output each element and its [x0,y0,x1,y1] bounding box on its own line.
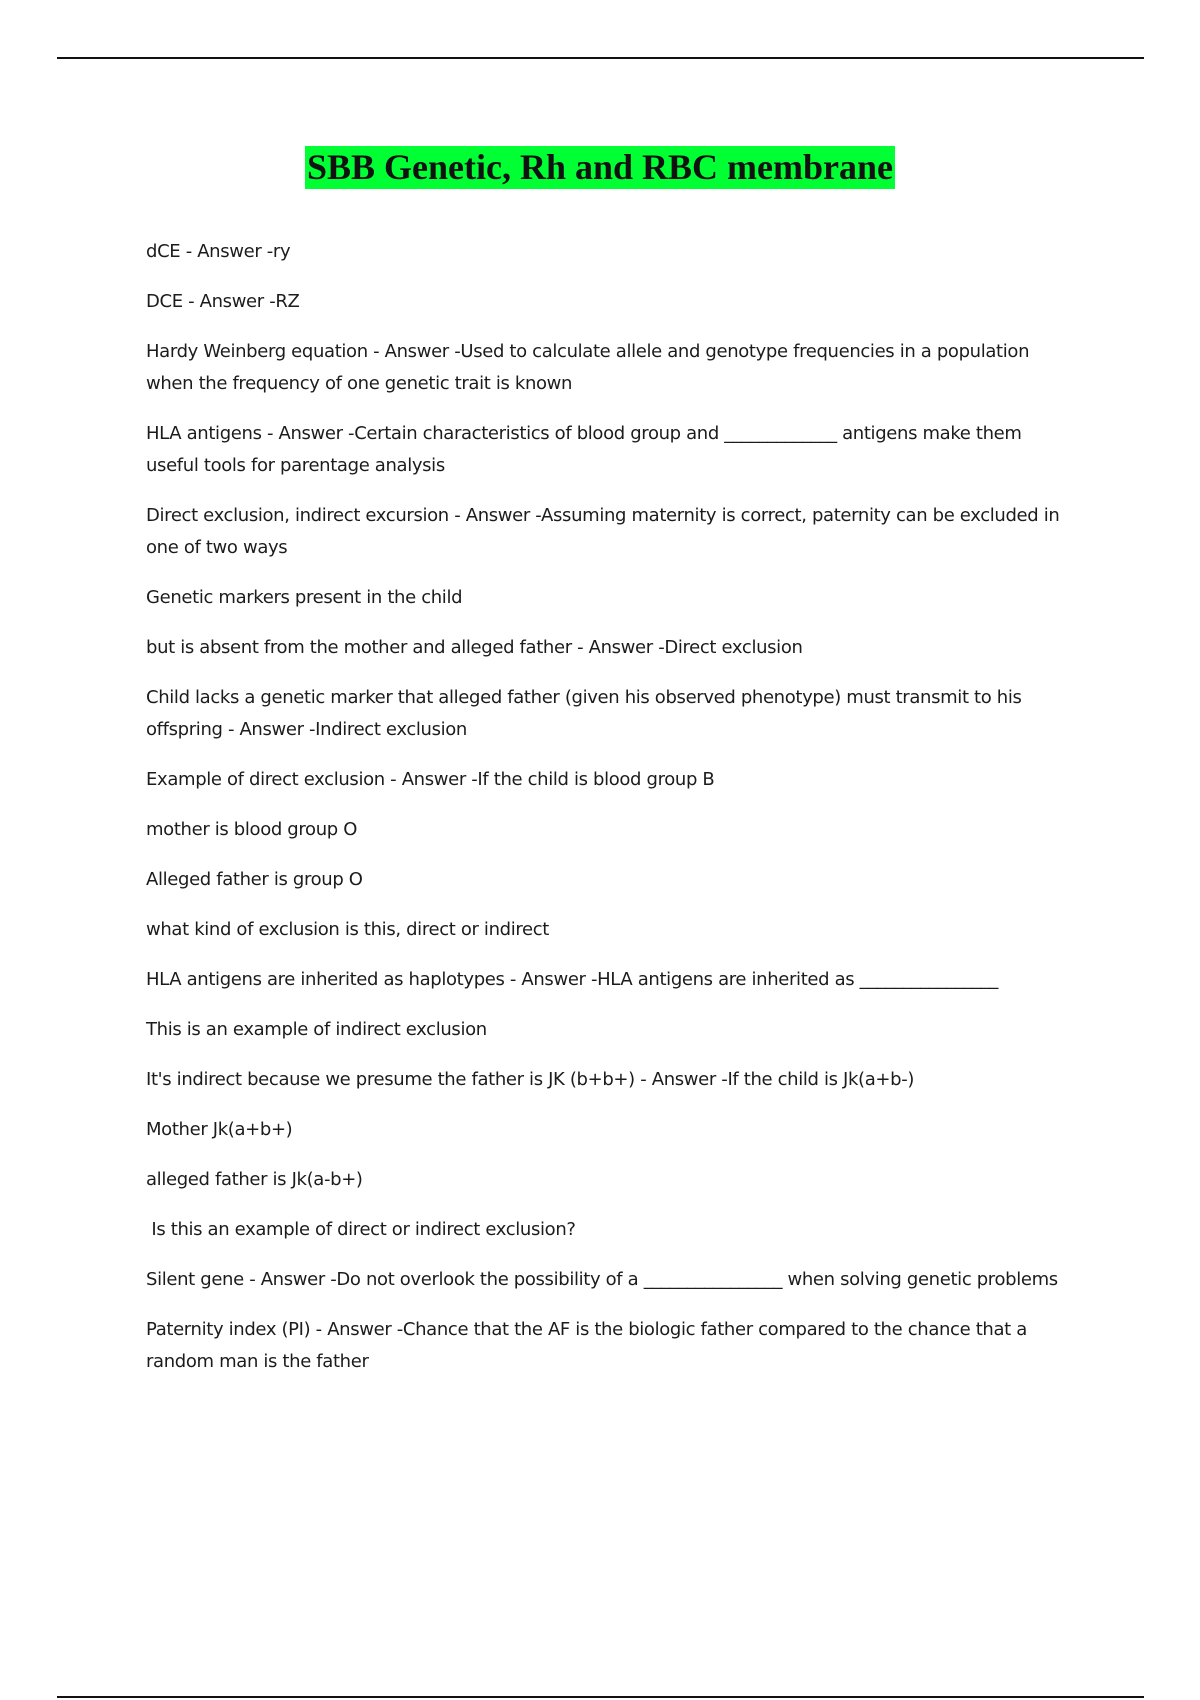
paragraph-child-lacks: Child lacks a genetic marker that alleged father (given his observed phenotype) must transmit to his offspring - Answer -Indirect exclusion [146,687,1027,740]
paragraph-paternity-index: Paternity index (PI) - Answer -Chance that the AF is the biologic father compared to the chance that a random man is the father [146,1319,1033,1372]
paragraph-question: Is this an example of direct or indirect exclusion? [146,1219,576,1240]
document-title: SBB Genetic, Rh and RBC membrane [306,147,894,187]
paragraph-silent-gene: Silent gene - Answer -Do not overlook the possibility of a ________________ when solving genetic problems [146,1269,1058,1290]
paragraph-father-jk: alleged father is Jk(a-b+) [146,1169,363,1190]
bottom-rule [57,1696,1144,1698]
paragraph-genetic-markers: Genetic markers present in the child [146,587,463,608]
paragraph-mother-jk: Mother Jk(a+b+) [146,1119,293,1140]
document-body [146,236,1076,1396]
paragraph-hla-antigens: HLA antigens - Answer -Certain characteristics of blood group and _____________ antigens make them useful tools for parentage analysis [146,423,1027,476]
paragraph-dce: dCE - Answer -ry [146,241,291,262]
paragraph-indirect-example: This is an example of indirect exclusion [146,1019,487,1040]
paragraph-hla-haplotypes: HLA antigens are inherited as haplotypes - Answer -HLA antigens are inherited as ________________ [146,969,999,990]
top-rule [57,57,1144,59]
paragraph-direct-indirect: Direct exclusion, indirect excursion - Answer -Assuming maternity is correct, paternity can be excluded in one of two ways [146,505,1065,558]
paragraph-father-o: Alleged father is group O [146,869,363,890]
paragraph-dce-rz: DCE - Answer -RZ [146,291,300,312]
paragraph-hardy-weinberg: Hardy Weinberg equation - Answer -Used to calculate allele and genotype frequencies in a population when the frequency of one genetic trait is known [146,341,1035,394]
paragraph-absent-mother: but is absent from the mother and alleged father - Answer -Direct exclusion [146,637,803,658]
paragraph-indirect-because: It's indirect because we presume the father is JK (b+b+) - Answer -If the child is Jk(a+b-) [146,1069,915,1090]
title-container [0,146,1200,189]
paragraph-example-direct: Example of direct exclusion - Answer -If the child is blood group B [146,769,715,790]
paragraph-what-kind: what kind of exclusion is this, direct or indirect [146,919,549,940]
paragraph-mother-o: mother is blood group O [146,819,358,840]
